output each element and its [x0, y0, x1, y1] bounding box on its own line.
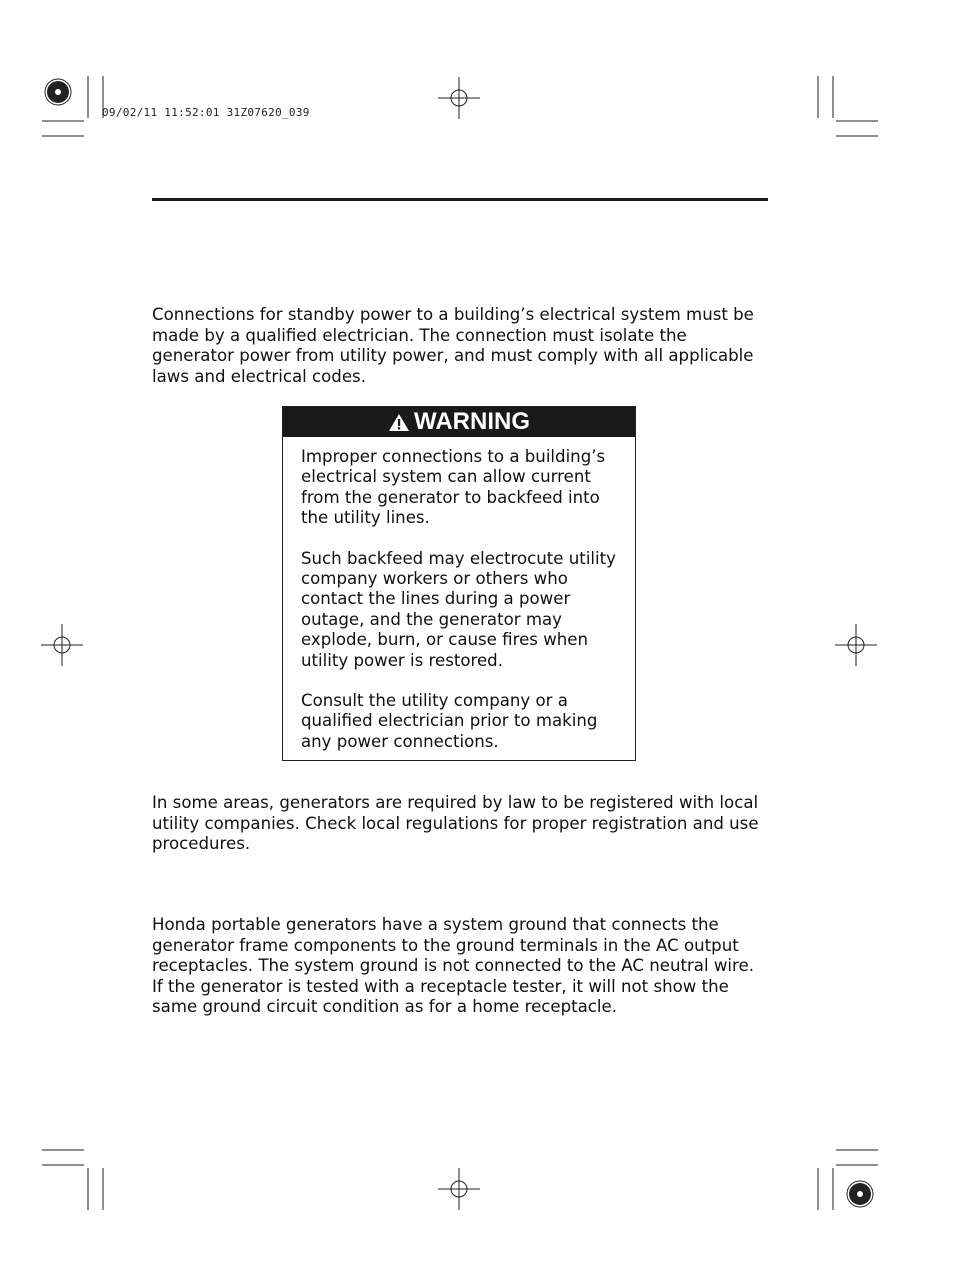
- header-rule: [152, 198, 768, 201]
- print-stamp: 09/02/11 11:52:01 31Z07620_039: [102, 106, 310, 119]
- warning-box: [282, 406, 636, 761]
- warning-triangle-icon: [388, 413, 410, 432]
- warning-paragraph-consult: Consult the utility company or a qualified electrician prior to making any power connections.: [301, 691, 598, 751]
- warning-paragraph-hazard: Such backfeed may electrocute utility company workers or others who contact the lines during a power outage, and the generator may explode, burn, or cause fires when utility power is restored.: [301, 548, 616, 670]
- registration-paragraph: In some areas, generators are required by law to be registered with local utility companies. Check local regulations for proper registration and use procedures.: [152, 793, 759, 853]
- ground-paragraph: Honda portable generators have a system ground that connects the generator frame components to the ground terminals in the AC output receptacles. The system ground is not connected to the AC neutral wire. If the generator is tested with a receptacle tester, it will not show the same ground circuit condition as for a home receptacle.: [152, 915, 754, 1016]
- warning-body: [283, 437, 635, 752]
- warning-header: [283, 407, 635, 437]
- warning-title: WARNING: [414, 408, 530, 435]
- warning-paragraph-backfeed: Improper connections to a building’s electrical system can allow current from the generator to backfeed into the utility lines.: [301, 447, 606, 528]
- intro-paragraph: Connections for standby power to a building’s electrical system must be made by a qualified electrician. The connection must isolate the generator power from utility power, and must comply with all applicable laws and electrical codes.: [152, 305, 754, 386]
